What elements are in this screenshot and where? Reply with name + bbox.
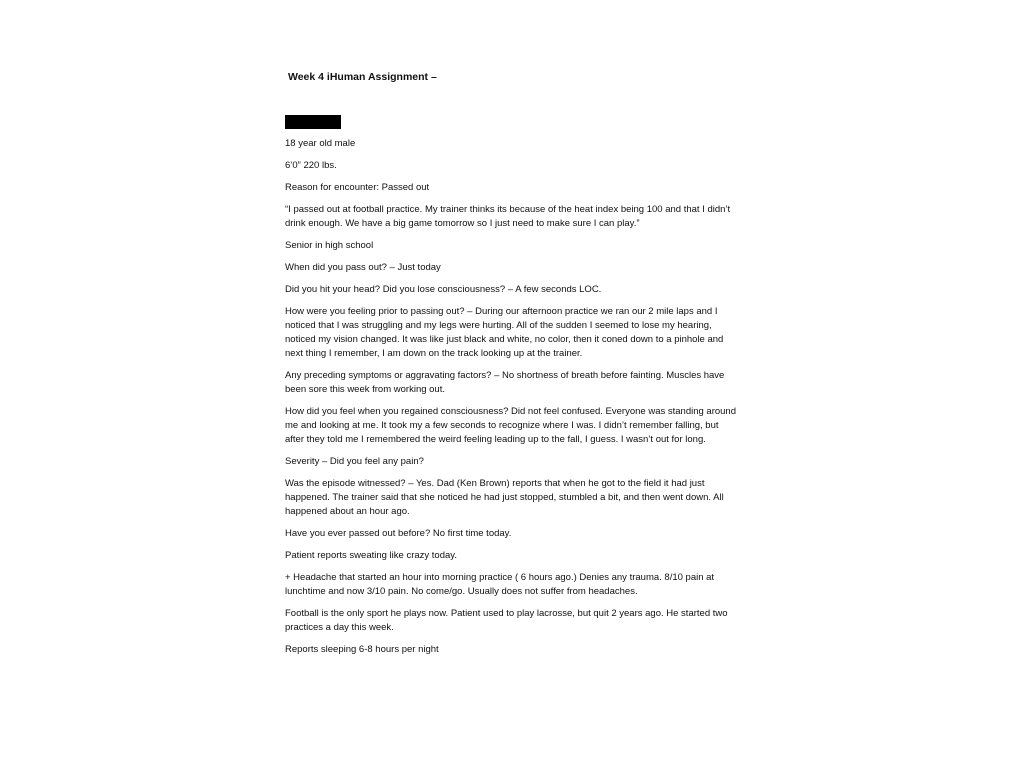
document-body	[285, 137, 737, 665]
paragraph-sports-history: Football is the only sport he plays now. Patient used to play lacrosse, but quit 2 years ago. He started two practices a day this week.	[285, 608, 728, 633]
redacted-name-block	[285, 115, 341, 129]
paragraph-severity: Severity – Did you feel any pain?	[285, 456, 424, 467]
paragraph-reason-for-encounter: Reason for encounter: Passed out	[285, 182, 430, 193]
paragraph-age-sex: 18 year old male	[285, 138, 356, 149]
paragraph-patient-quote: “I passed out at football practice. My trainer thinks its because of the heat index being 100 and that I didn’t drink enough. We have a big game tomorrow so I just need to make sure I can play.”	[285, 204, 731, 229]
paragraph-episode-witnessed: Was the episode witnessed? – Yes. Dad (Ken Brown) reports that when he got to the field it had just happened. The trainer said that she noticed he had just stopped, stumbled a bit, and then went down. All happened about an hour ago.	[285, 478, 724, 517]
paragraph-sleep: Reports sleeping 6-8 hours per night	[285, 644, 439, 655]
paragraph-prior-feeling: How were you feeling prior to passing out? – During our afternoon practice we ran our 2 mile laps and I noticed that I was struggling and my legs were hurting. All of the sudden I seemed to lose my hearing, noticed my vision changed. It was like just black and white, no color, then it coned down to a pinhole and next thing I remember, I am down on the track looking up at the trainer.	[285, 306, 724, 359]
paragraph-school-status: Senior in high school	[285, 240, 374, 251]
paragraph-head-injury: Did you hit your head? Did you lose consciousness? – A few seconds LOC.	[285, 284, 602, 295]
document-title: Week 4 iHuman Assignment –	[288, 71, 437, 83]
paragraph-preceding-symptoms: Any preceding symptoms or aggravating factors? – No shortness of breath before fainting. Muscles have been sore this week from working out.	[285, 370, 725, 395]
paragraph-headache: + Headache that started an hour into morning practice ( 6 hours ago.) Denies any trauma. 8/10 pain at lunchtime and now 3/10 pain. No come/go. Usually does not suffer from headaches.	[285, 572, 715, 597]
paragraph-regained-consciousness: How did you feel when you regained consciousness? Did not feel confused. Everyone was standing around me and looking at me. It took my a few seconds to recognize where I was. I didn’t remember falling, but after they told me I remembered the weird feeling leading up to the fall, I guess. I wasn’t out for long.	[285, 406, 737, 445]
paragraph-prior-episodes: Have you ever passed out before? No first time today.	[285, 528, 512, 539]
paragraph-height-weight: 6’0” 220 lbs.	[285, 160, 337, 171]
paragraph-sweating: Patient reports sweating like crazy today.	[285, 550, 457, 561]
paragraph-when-passed-out: When did you pass out? – Just today	[285, 262, 441, 273]
